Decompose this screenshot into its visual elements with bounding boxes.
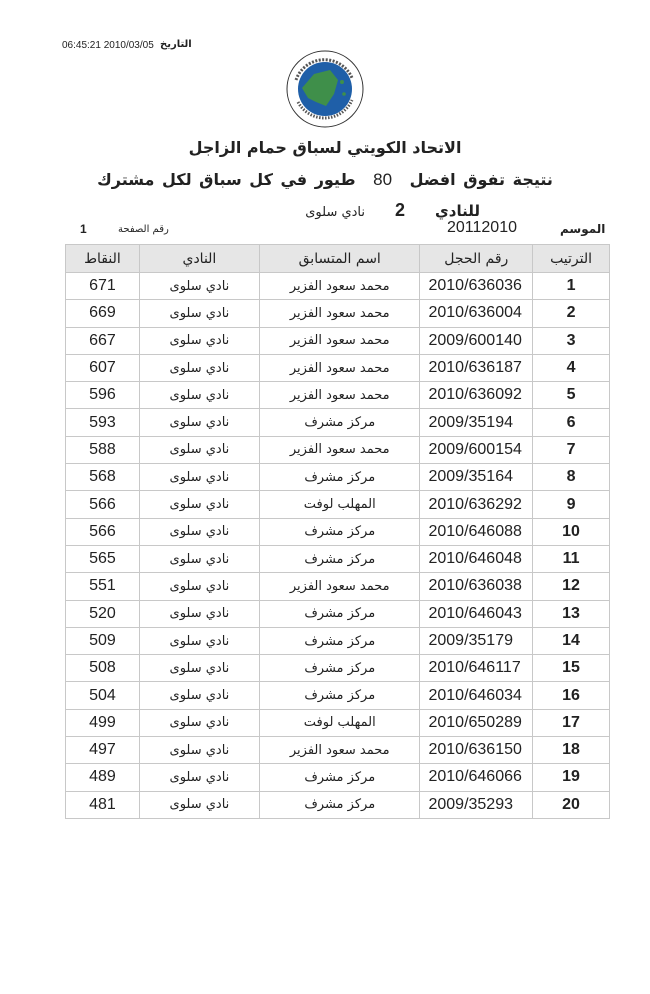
points-cell: 671 <box>66 273 140 300</box>
points-cell: 607 <box>66 354 140 381</box>
table-row <box>66 764 610 791</box>
points-cell: 508 <box>66 655 140 682</box>
ring-number-cell: 2009/35194 <box>420 409 533 436</box>
competitor-cell: محمد سعود الفزير <box>260 327 420 354</box>
competitor-cell: مركز مشرف <box>260 600 420 627</box>
competitor-cell: مركز مشرف <box>260 764 420 791</box>
ring-number-cell: 2009/600140 <box>420 327 533 354</box>
table-row <box>66 300 610 327</box>
rank-cell: 18 <box>533 737 610 764</box>
rank-cell: 8 <box>533 464 610 491</box>
document-title: الاتحاد الكويتي لسباق حمام الزاجل <box>188 138 462 157</box>
print-date-label: التاريخ <box>160 39 192 50</box>
points-cell: 497 <box>66 737 140 764</box>
club-cell: نادي سلوى <box>139 709 259 736</box>
club-cell: نادي سلوى <box>139 737 259 764</box>
rank-cell: 20 <box>533 791 610 818</box>
club-cell: نادي سلوى <box>139 545 259 572</box>
table-row <box>66 709 610 736</box>
rank-cell: 16 <box>533 682 610 709</box>
rank-cell: 12 <box>533 573 610 600</box>
rank-cell: 6 <box>533 409 610 436</box>
points-cell: 669 <box>66 300 140 327</box>
table-row <box>66 737 610 764</box>
rank-cell: 5 <box>533 382 610 409</box>
rank-cell: 13 <box>533 600 610 627</box>
table-row <box>66 382 610 409</box>
rank-cell: 11 <box>533 545 610 572</box>
ring-number-cell: 2010/636038 <box>420 573 533 600</box>
club-cell: نادي سلوى <box>139 764 259 791</box>
club-cell: نادي سلوى <box>139 791 259 818</box>
ring-number-cell: 2010/646066 <box>420 764 533 791</box>
club-cell: نادي سلوى <box>139 491 259 518</box>
table-row <box>66 409 610 436</box>
points-cell: 566 <box>66 491 140 518</box>
points-cell: 588 <box>66 436 140 463</box>
points-cell: 551 <box>66 573 140 600</box>
points-cell: 481 <box>66 791 140 818</box>
competitor-cell: مركز مشرف <box>260 464 420 491</box>
club-cell: نادي سلوى <box>139 354 259 381</box>
points-cell: 504 <box>66 682 140 709</box>
best-birds-count: 80 <box>373 170 393 189</box>
competitor-cell: مركز مشرف <box>260 791 420 818</box>
points-cell: 568 <box>66 464 140 491</box>
rank-cell: 17 <box>533 709 610 736</box>
table-row <box>66 545 610 572</box>
table-row <box>66 600 610 627</box>
points-cell: 489 <box>66 764 140 791</box>
subtitle-suffix: طيور في كل سباق لكل مشترك <box>97 170 356 189</box>
table-header-row <box>66 245 610 273</box>
club-label: للنادي <box>435 202 480 220</box>
club-cell: نادي سلوى <box>139 682 259 709</box>
table-row <box>66 518 610 545</box>
column-header-rank: الترتيب <box>533 245 610 273</box>
rank-cell: 19 <box>533 764 610 791</box>
points-cell: 499 <box>66 709 140 736</box>
club-cell: نادي سلوى <box>139 573 259 600</box>
club-cell: نادي سلوى <box>139 273 259 300</box>
competitor-cell: مركز مشرف <box>260 518 420 545</box>
competitor-cell: مركز مشرف <box>260 655 420 682</box>
points-cell: 667 <box>66 327 140 354</box>
table-row <box>66 791 610 818</box>
ring-number-cell: 2010/646088 <box>420 518 533 545</box>
club-number: 2 <box>395 200 406 220</box>
ring-number-cell: 2010/636092 <box>420 382 533 409</box>
table-row <box>66 464 610 491</box>
column-header-club: النادي <box>139 245 259 273</box>
ring-number-cell: 2009/600154 <box>420 436 533 463</box>
table-row <box>66 655 610 682</box>
points-cell: 565 <box>66 545 140 572</box>
page-number-label: رقم الصفحة <box>118 224 169 235</box>
points-cell: 596 <box>66 382 140 409</box>
competitor-cell: محمد سعود الفزير <box>260 354 420 381</box>
points-cell: 593 <box>66 409 140 436</box>
document-subtitle <box>0 170 650 190</box>
subtitle-prefix: نتيجة تفوق افضل <box>409 170 553 189</box>
club-cell: نادي سلوى <box>139 655 259 682</box>
ring-number-cell: 2010/636004 <box>420 300 533 327</box>
column-header-points: النقاط <box>66 245 140 273</box>
ring-number-cell: 2009/35164 <box>420 464 533 491</box>
rank-cell: 14 <box>533 627 610 654</box>
points-cell: 509 <box>66 627 140 654</box>
table-row <box>66 354 610 381</box>
club-cell: نادي سلوى <box>139 436 259 463</box>
table-row <box>66 327 610 354</box>
competitor-cell: مركز مشرف <box>260 682 420 709</box>
club-line <box>220 200 480 221</box>
results-table <box>65 244 610 819</box>
competitor-cell: محمد سعود الفزير <box>260 436 420 463</box>
club-cell: نادي سلوى <box>139 518 259 545</box>
table-row <box>66 627 610 654</box>
ring-number-cell: 2010/636150 <box>420 737 533 764</box>
table-row <box>66 436 610 463</box>
column-header-competitor: اسم المتسابق <box>260 245 420 273</box>
club-cell: نادي سلوى <box>139 300 259 327</box>
club-cell: نادي سلوى <box>139 409 259 436</box>
page-number: 1 <box>80 222 87 236</box>
club-cell: نادي سلوى <box>139 382 259 409</box>
rank-cell: 10 <box>533 518 610 545</box>
club-cell: نادي سلوى <box>139 627 259 654</box>
club-name: نادي سلوى <box>305 205 366 220</box>
competitor-cell: مركز مشرف <box>260 545 420 572</box>
rank-cell: 3 <box>533 327 610 354</box>
rank-cell: 4 <box>533 354 610 381</box>
competitor-cell: محمد سعود الفزير <box>260 737 420 764</box>
competitor-cell: محمد سعود الفزير <box>260 382 420 409</box>
points-cell: 520 <box>66 600 140 627</box>
rank-cell: 1 <box>533 273 610 300</box>
points-cell: 566 <box>66 518 140 545</box>
competitor-cell: مركز مشرف <box>260 627 420 654</box>
rank-cell: 15 <box>533 655 610 682</box>
ring-number-cell: 2010/650289 <box>420 709 533 736</box>
club-cell: نادي سلوى <box>139 464 259 491</box>
ring-number-cell: 2010/636187 <box>420 354 533 381</box>
competitor-cell: محمد سعود الفزير <box>260 273 420 300</box>
column-header-ring: رقم الحجل <box>420 245 533 273</box>
ring-number-cell: 2010/646048 <box>420 545 533 572</box>
competitor-cell: محمد سعود الفزير <box>260 300 420 327</box>
rank-cell: 9 <box>533 491 610 518</box>
competitor-cell: المهلب لوفت <box>260 491 420 518</box>
ring-number-cell: 2009/35293 <box>420 791 533 818</box>
rank-cell: 7 <box>533 436 610 463</box>
ring-number-cell: 2010/636292 <box>420 491 533 518</box>
ring-number-cell: 2010/646043 <box>420 600 533 627</box>
table-row <box>66 573 610 600</box>
ring-number-cell: 2009/35179 <box>420 627 533 654</box>
season-value: 20112010 <box>447 219 517 236</box>
print-date: 06:45:21 2010/03/05 <box>62 40 154 51</box>
competitor-cell: المهلب لوفت <box>260 709 420 736</box>
competitor-cell: محمد سعود الفزير <box>260 573 420 600</box>
federation-logo <box>286 50 364 128</box>
season-label: الموسم <box>560 222 606 236</box>
table-row <box>66 273 610 300</box>
ring-number-cell: 2010/646117 <box>420 655 533 682</box>
ring-number-cell: 2010/636036 <box>420 273 533 300</box>
club-cell: نادي سلوى <box>139 327 259 354</box>
rank-cell: 2 <box>533 300 610 327</box>
ring-number-cell: 2010/646034 <box>420 682 533 709</box>
table-row <box>66 491 610 518</box>
club-cell: نادي سلوى <box>139 600 259 627</box>
table-row <box>66 682 610 709</box>
competitor-cell: مركز مشرف <box>260 409 420 436</box>
